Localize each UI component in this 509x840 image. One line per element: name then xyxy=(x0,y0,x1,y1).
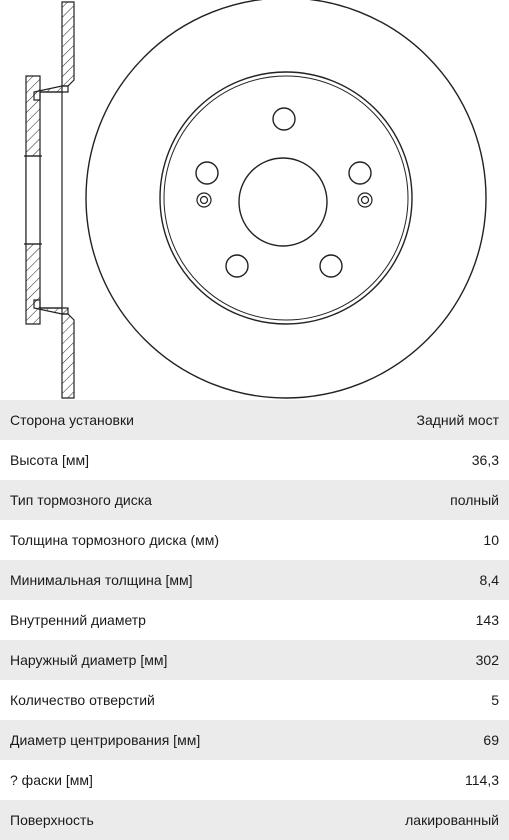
spec-row xyxy=(0,800,509,840)
specs-table xyxy=(0,400,509,840)
brake-disc-cross-section-icon xyxy=(24,2,74,398)
spec-row xyxy=(0,640,509,680)
spec-row xyxy=(0,400,509,440)
spec-value: 143 xyxy=(475,612,499,628)
spec-row xyxy=(0,520,509,560)
spec-value: 8,4 xyxy=(479,572,499,588)
spec-row xyxy=(0,760,509,800)
spec-value: лакированный xyxy=(405,812,499,828)
spec-row xyxy=(0,560,509,600)
spec-label: Тип тормозного диска xyxy=(10,492,152,508)
spec-row xyxy=(0,680,509,720)
spec-value: Задний мост xyxy=(416,412,499,428)
spec-label: Поверхность xyxy=(10,812,94,828)
spec-label: Толщина тормозного диска (мм) xyxy=(10,532,220,548)
spec-row xyxy=(0,440,509,480)
brake-disc-diagram xyxy=(0,0,509,400)
spec-label: Внутренний диаметр xyxy=(10,612,146,628)
brake-disc-front-view-icon xyxy=(86,0,486,398)
spec-label: Высота [мм] xyxy=(10,452,89,468)
spec-label: Сторона установки xyxy=(10,412,134,428)
spec-value: 10 xyxy=(483,532,499,548)
brake-disc-drawing xyxy=(0,0,509,400)
spec-value: 5 xyxy=(491,692,499,708)
spec-value: 302 xyxy=(475,652,499,668)
spec-label: Количество отверстий xyxy=(10,692,155,708)
spec-value: 69 xyxy=(483,732,499,748)
spec-label: Наружный диаметр [мм] xyxy=(10,652,168,668)
spec-row xyxy=(0,600,509,640)
spec-value: 36,3 xyxy=(471,452,499,468)
spec-label: ? фаски [мм] xyxy=(10,772,93,788)
spec-value: полный xyxy=(450,492,499,508)
spec-label: Минимальная толщина [мм] xyxy=(10,572,193,588)
spec-row xyxy=(0,720,509,760)
spec-label: Диаметр центрирования [мм] xyxy=(10,732,201,748)
spec-row xyxy=(0,480,509,520)
spec-value: 114,3 xyxy=(465,772,499,788)
